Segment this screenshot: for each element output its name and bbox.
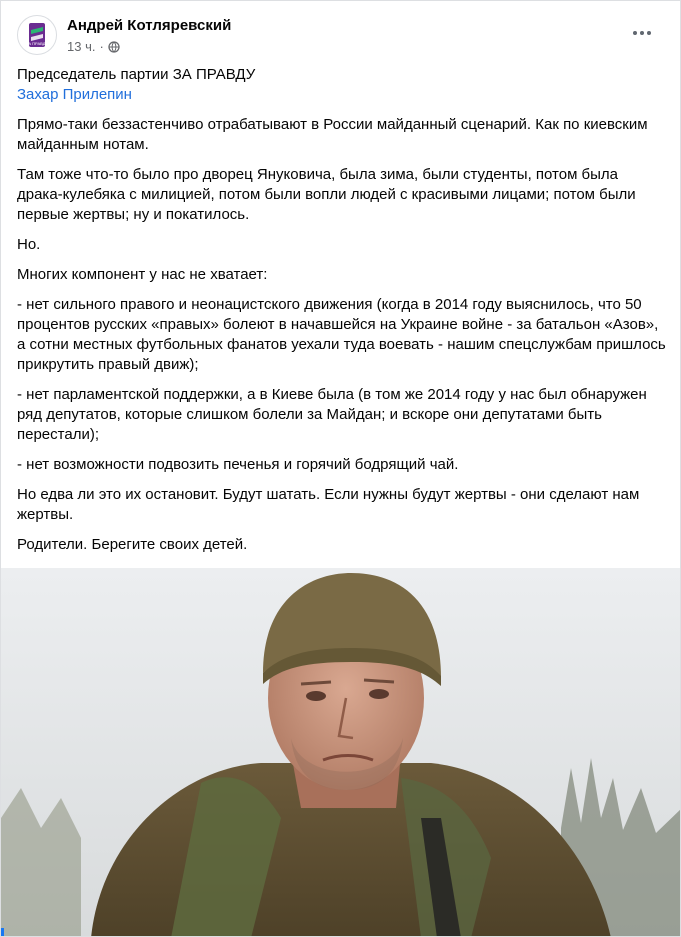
paragraph: Но. bbox=[17, 236, 41, 253]
meta-separator: · bbox=[99, 39, 104, 54]
post-photo[interactable] bbox=[1, 568, 681, 937]
post-header bbox=[17, 15, 664, 59]
paragraph: Прямо-таки беззастенчиво отрабатывают в России майданный сценарий. Как по киевским майданным нотам. bbox=[17, 116, 648, 153]
author-name[interactable]: Андрей Котляревский bbox=[67, 17, 232, 34]
post-meta bbox=[67, 39, 120, 54]
intro-line: Председатель партии ЗА ПРАВДУ bbox=[17, 66, 256, 83]
paragraph: - нет парламентской поддержки, а в Киеве была (в том же 2014 году у нас был обнаружен ряд депутатов, которые слишком болели за Майдан; и вскоре они депутатами быть перестали); bbox=[17, 386, 647, 443]
portrait-photo bbox=[1, 568, 681, 937]
party-logo-icon bbox=[22, 20, 52, 50]
paragraph: - нет сильного правого и неонацистского движения (когда в 2014 году выяснилось, что 50 процентов русских «правых» болеют в начавшейся на Украине войне - за батальон «Азов», а сотни местных футбольных фанатов уехали туда воевать - нашим спецслужбам пришлось прикрутить правый движ); bbox=[17, 296, 666, 373]
more-dots-icon bbox=[632, 30, 652, 36]
post-body bbox=[17, 65, 666, 615]
intro-block bbox=[17, 65, 666, 105]
avatar[interactable] bbox=[17, 15, 57, 55]
avatar-logo-text: ЗА ПРАВДУ bbox=[25, 41, 49, 46]
paragraph: Родители. Берегите своих детей. bbox=[17, 536, 248, 553]
paragraph: Многих компонент у нас не хватает: bbox=[17, 266, 268, 283]
paragraph: Там тоже что-то было про дворец Януковича, была зима, были студенты, потом была драка-кулебяка с милицией, потом были вопли людей с красивыми лицами; потом были первые жертвы; ну и покатилось. bbox=[17, 166, 636, 223]
paragraph: Но едва ли это их остановит. Будут шатать. Если нужны будут жертвы - они сделают нам жертвы. bbox=[17, 486, 640, 523]
mention-link[interactable]: Захар Прилепин bbox=[17, 86, 132, 103]
post-time[interactable]: 13 ч. bbox=[67, 39, 96, 54]
paragraph: - нет возможности подвозить печенья и горячий бодрящий чай. bbox=[17, 456, 459, 473]
globe-icon[interactable] bbox=[108, 41, 120, 53]
more-options-button[interactable] bbox=[626, 21, 658, 45]
